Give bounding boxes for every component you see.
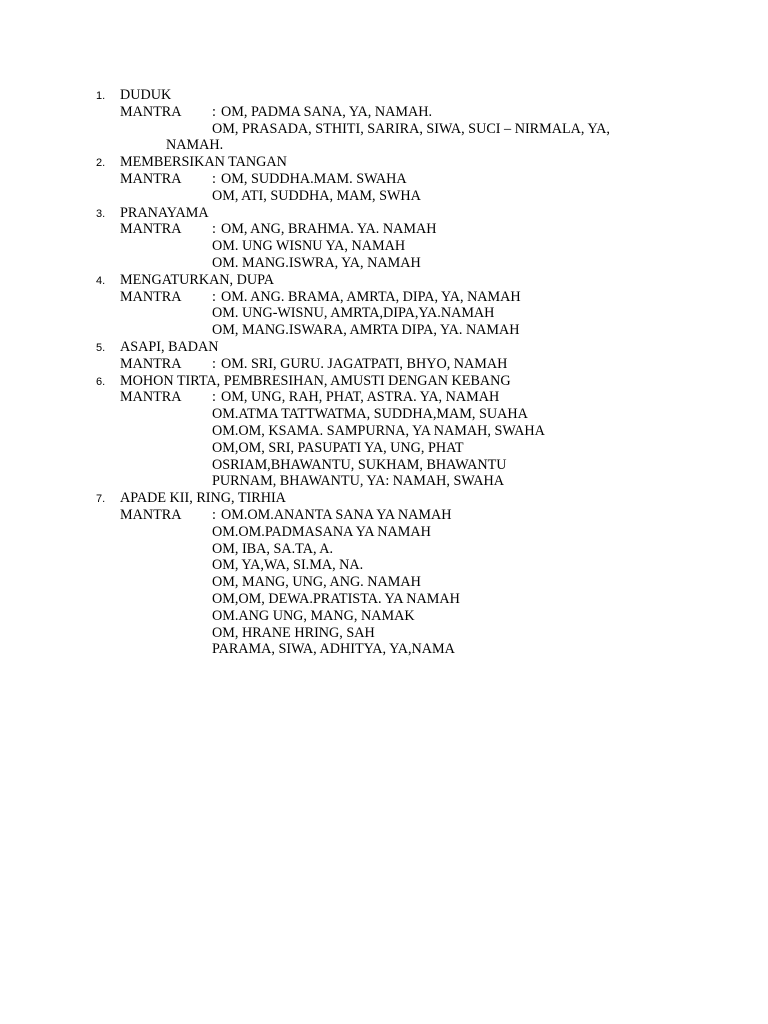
- mantra-line: OM, UNG, RAH, PHAT, ASTRA. YA, NAMAH: [221, 389, 500, 406]
- mantra-separator: :: [212, 103, 216, 120]
- item-title: ASAPI, BADAN: [120, 338, 219, 355]
- mantra-line: OM, ANG, BRAHMA. YA. NAMAH: [221, 221, 437, 238]
- item-number: 3.: [96, 207, 106, 220]
- mantra-line: OSRIAM,BHAWANTU, SUKHAM, BHAWANTU: [212, 456, 507, 473]
- mantra-list: [0, 87, 768, 658]
- mantra-line: OM,OM, DEWA.PRATISTA. YA NAMAH: [212, 590, 460, 607]
- mantra-line: OM.OM.PADMASANA YA NAMAH: [212, 523, 431, 540]
- mantra-line: OM. UNG-WISNU, AMRTA,DIPA,YA.NAMAH: [212, 305, 495, 322]
- item-number: 5.: [96, 341, 106, 354]
- list-item-title-row: [0, 87, 768, 104]
- mantra-label: MANTRA: [120, 355, 182, 372]
- list-item-title-row: [0, 490, 768, 507]
- mantra-row: [0, 171, 768, 188]
- mantra-line: OM. UNG WISNU YA, NAMAH: [212, 238, 406, 255]
- mantra-continuation-row: [0, 574, 768, 591]
- mantra-row: [0, 104, 768, 121]
- mantra-line: OM, HRANE HRING, SAH: [212, 624, 375, 641]
- mantra-line: OM.ANG UNG, MANG, NAMAK: [212, 607, 415, 624]
- mantra-line: OM, ATI, SUDDHA, MAM, SWHA: [212, 187, 421, 204]
- mantra-continuation-row: [0, 457, 768, 474]
- mantra-line: OM. MANG.ISWRA, YA, NAMAH: [212, 254, 421, 271]
- mantra-continuation-row: [0, 423, 768, 440]
- mantra-line-wrap: NAMAH.: [166, 137, 224, 154]
- item-title: PRANAYAMA: [120, 204, 209, 221]
- mantra-line: OM. SRI, GURU. JAGATPATI, BHYO, NAMAH: [221, 355, 508, 372]
- mantra-line: PURNAM, BHAWANTU, YA: NAMAH, SWAHA: [212, 473, 504, 490]
- mantra-label: MANTRA: [120, 221, 182, 238]
- mantra-label: MANTRA: [120, 389, 182, 406]
- mantra-label: MANTRA: [120, 506, 182, 523]
- mantra-row: [0, 289, 768, 306]
- mantra-continuation-row: [0, 524, 768, 541]
- mantra-label: MANTRA: [120, 103, 182, 120]
- mantra-continuation-row: [0, 322, 768, 339]
- mantra-continuation-row: [0, 625, 768, 642]
- mantra-line: OM.ATMA TATTWATMA, SUDDHA,MAM, SUAHA: [212, 406, 528, 423]
- mantra-line: OM. ANG. BRAMA, AMRTA, DIPA, YA, NAMAH: [221, 288, 521, 305]
- mantra-line: OM, PADMA SANA, YA, NAMAH.: [221, 103, 433, 120]
- item-number: 7.: [96, 493, 106, 506]
- mantra-continuation-row: [0, 238, 768, 255]
- item-title: MENGATURKAN, DUPA: [120, 271, 274, 288]
- list-item-title-row: [0, 205, 768, 222]
- mantra-continuation-row: [0, 473, 768, 490]
- mantra-separator: :: [212, 389, 216, 406]
- mantra-label: MANTRA: [120, 288, 182, 305]
- mantra-separator: :: [212, 506, 216, 523]
- mantra-line: OM.OM, KSAMA. SAMPURNA, YA NAMAH, SWAHA: [212, 422, 545, 439]
- list-item-title-row: [0, 272, 768, 289]
- mantra-continuation-row: [0, 440, 768, 457]
- mantra-line: OM, SUDDHA.MAM. SWAHA: [221, 170, 407, 187]
- mantra-separator: :: [212, 221, 216, 238]
- mantra-line: OM, MANG, UNG, ANG. NAMAH: [212, 574, 421, 591]
- mantra-continuation-row: [0, 641, 768, 658]
- item-title: MOHON TIRTA, PEMBRESIHAN, AMUSTI DENGAN KEBANG: [120, 372, 511, 389]
- mantra-label: MANTRA: [120, 170, 182, 187]
- mantra-continuation-row: [0, 591, 768, 608]
- mantra-line: OM, YA,WA, SI.MA, NA.: [212, 557, 364, 574]
- mantra-line: OM, PRASADA, STHITI, SARIRA, SIWA, SUCI – NIRMALA, YA,: [212, 120, 610, 137]
- mantra-continuation-row: [0, 406, 768, 423]
- mantra-row: [0, 356, 768, 373]
- mantra-continuation-row: [0, 541, 768, 558]
- item-title: DUDUK: [120, 87, 172, 103]
- mantra-separator: :: [212, 170, 216, 187]
- item-number: 2.: [96, 157, 106, 170]
- mantra-continuation-row: [0, 188, 768, 205]
- mantra-continuation-row: [0, 557, 768, 574]
- mantra-line: OM,OM, SRI, PASUPATI YA, UNG, PHAT: [212, 439, 464, 456]
- list-item-title-row: [0, 154, 768, 171]
- list-item-title-row: [0, 339, 768, 356]
- mantra-line: OM, MANG.ISWARA, AMRTA DIPA, YA. NAMAH: [212, 322, 520, 339]
- mantra-separator: :: [212, 355, 216, 372]
- item-number: 1.: [96, 90, 106, 102]
- mantra-continuation-row: [0, 305, 768, 322]
- mantra-separator: :: [212, 288, 216, 305]
- item-number: 6.: [96, 375, 106, 388]
- mantra-row: [0, 507, 768, 524]
- list-item-title-row: [0, 373, 768, 390]
- mantra-line: OM.OM.ANANTA SANA YA NAMAH: [221, 506, 452, 523]
- item-title: MEMBERSIKAN TANGAN: [120, 154, 287, 171]
- item-number: 4.: [96, 274, 106, 287]
- mantra-continuation-row: [0, 608, 768, 625]
- item-title: APADE KII, RING, TIRHIA: [120, 490, 286, 507]
- mantra-line: PARAMA, SIWA, ADHITYA, YA,NAMA: [212, 641, 455, 658]
- mantra-line: OM, IBA, SA.TA, A.: [212, 540, 334, 557]
- mantra-continuation-row: [0, 121, 768, 138]
- mantra-row: [0, 389, 768, 406]
- mantra-row: [0, 221, 768, 238]
- mantra-wrap-row: [0, 137, 768, 154]
- mantra-continuation-row: [0, 255, 768, 272]
